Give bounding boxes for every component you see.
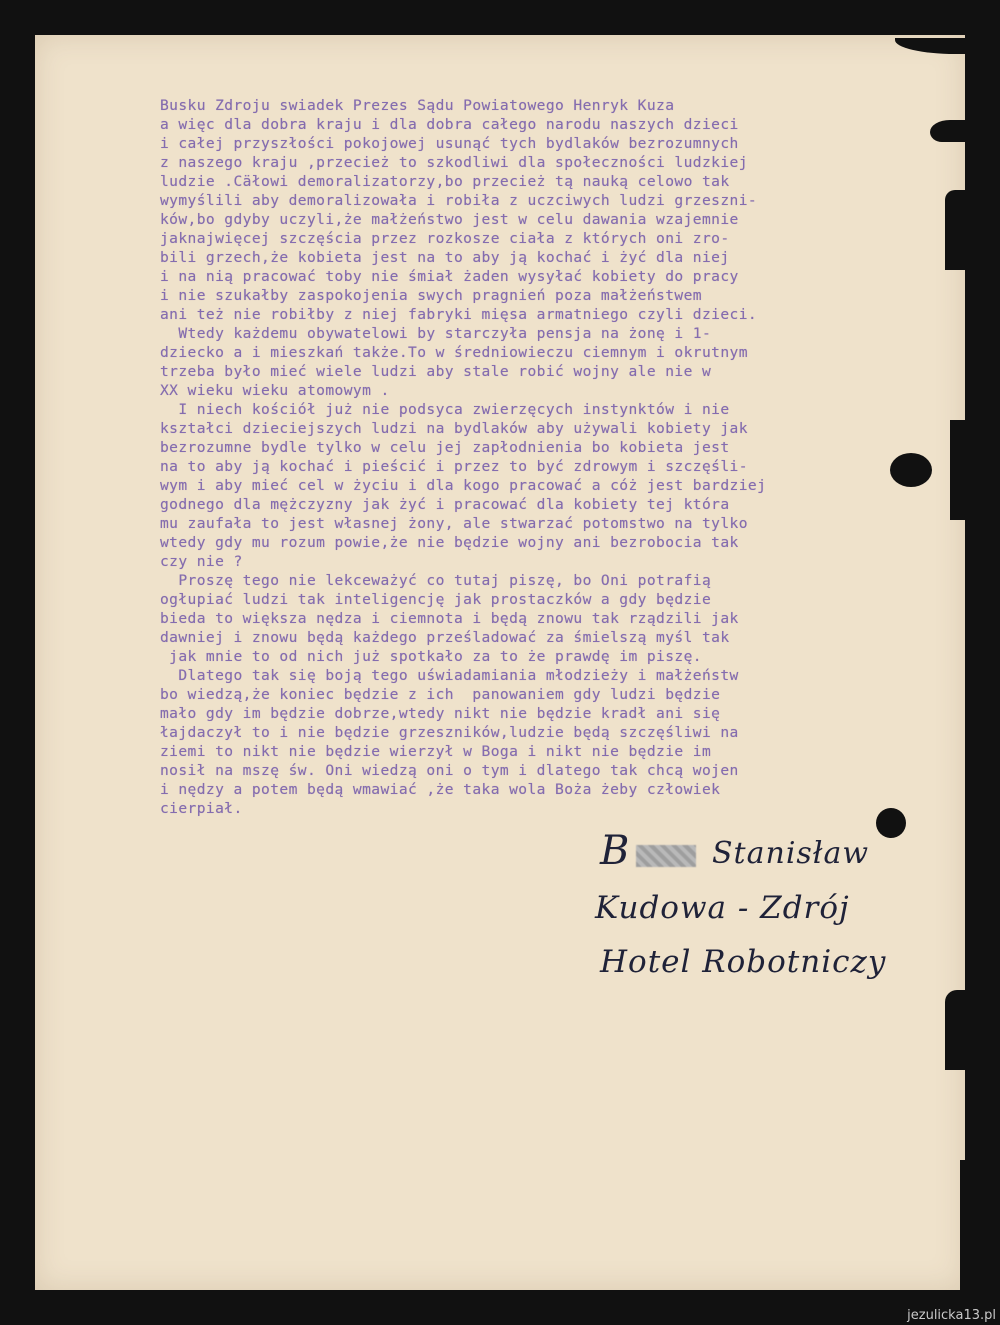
- watermark: jezulicka13.pl: [907, 1308, 996, 1323]
- text-line: i na nią pracować toby nie śmiał żaden wysyłać kobiety do pracy: [160, 268, 739, 285]
- text-line: dziecko a i mieszkań także.To w średniowieczu ciemnym i okrutnym: [160, 344, 748, 361]
- text-line: cierpiał.: [160, 800, 243, 817]
- text-line: XX wieku wieku atomowym .: [160, 382, 390, 399]
- text-line: trzeba było mieć wiele ludzi aby stale robić wojny ale nie w: [160, 363, 712, 380]
- text-line: z naszego kraju ,przecież to szkodliwi dla społeczności ludzkiej: [160, 154, 748, 171]
- torn-edge: [945, 990, 965, 1070]
- torn-edge: [945, 190, 965, 270]
- text-line: Dlatego tak się boją tego uświadamiania młodzieży i małżeństw: [160, 667, 739, 684]
- text-line: łajdaczył to i nie będzie grzeszników,ludzie będą szczęśliwi na: [160, 724, 739, 741]
- text-line: bezrozumne bydle tylko w celu jej zapłodnienia bo kobieta jest: [160, 439, 730, 456]
- text-line: I niech kościół już nie podsyca zwierzęcych instynktów i nie: [160, 401, 730, 418]
- text-line: na to aby ją kochać i pieścić i przez to być zdrowym i szczęśli-: [160, 458, 748, 475]
- torn-edge: [950, 420, 965, 520]
- text-line: ani też nie robiłby z niej fabryki mięsa armatniego czyli dzieci.: [160, 306, 758, 323]
- text-line: mało gdy im będzie dobrze,wtedy nikt nie będzie kradł ani się: [160, 705, 721, 722]
- torn-edge: [960, 1160, 965, 1290]
- text-line: a więc dla dobra kraju i dla dobra całego narodu naszych dzieci: [160, 116, 739, 133]
- text-line: Busku Zdroju swiadek Prezes Sądu Powiatowego Henryk Kuza: [160, 97, 675, 114]
- text-line: ków,bo gdyby uczyli,że małżeństwo jest w celu dawania wzajemnie: [160, 211, 739, 228]
- text-line: godnego dla mężczyzny jak żyć i pracować dla kobiety tej która: [160, 496, 730, 513]
- text-line: dawniej i znowu będą każdego prześladować za śmielszą myśl tak: [160, 629, 730, 646]
- signature-hotel: Hotel Robotniczy: [600, 944, 887, 980]
- text-line: bo wiedzą,że koniec będzie z ich panowaniem gdy ludzi będzie: [160, 686, 721, 703]
- text-line: i nędzy a potem będą wmawiać ,że taka wola Boża żeby człowiek: [160, 781, 721, 798]
- text-line: mu zaufała to jest własnej żony, ale stwarzać potomstwo na tylko: [160, 515, 748, 532]
- typewritten-text: [160, 96, 920, 818]
- torn-edge: [930, 120, 965, 142]
- signature-place: Kudowa - Zdrój: [595, 890, 850, 926]
- text-line: jak mnie to od nich już spotkało za to że prawdę im piszę.: [160, 648, 702, 665]
- text-line: wymyślili aby demoralizowała i robiła z uczciwych ludzi grzeszni-: [160, 192, 758, 209]
- text-line: czy nie ?: [160, 553, 243, 570]
- text-line: jaknajwięcej szczęścia przez rozkosze ciała z których oni zro-: [160, 230, 730, 247]
- text-line: nosił na mszę św. Oni wiedzą oni o tym i dlatego tak chcą wojen: [160, 762, 739, 779]
- redacted-name: [636, 845, 696, 867]
- text-line: ziemi to nikt nie będzie wierzył w Boga i nikt nie będzie im: [160, 743, 712, 760]
- text-line: wtedy gdy mu rozum powie,że nie będzie wojny ani bezrobocia tak: [160, 534, 739, 551]
- text-line: Wtedy każdemu obywatelowi by starczyła pensja na żonę i 1-: [160, 325, 712, 342]
- text-line: wym i aby mieć cel w życiu i dla kogo pracować a cóż jest bardziej: [160, 477, 767, 494]
- text-line: Proszę tego nie lekceważyć co tutaj piszę, bo Oni potrafią: [160, 572, 712, 589]
- signature-name: Stanisław: [712, 836, 870, 871]
- text-line: ludzie .Cäłowi demoralizatorzy,bo przecież tą nauką celowo tak: [160, 173, 730, 190]
- text-line: ogłupiać ludzi tak inteligencję jak prostaczków a gdy będzie: [160, 591, 712, 608]
- text-line: i całej przyszłości pokojowej usunąć tych bydlaków bezrozumnych: [160, 135, 739, 152]
- text-line: bieda to większa nędza i ciemnota i będą znowu tak rządzili jak: [160, 610, 739, 627]
- text-line: i nie szukałby zaspokojenia swych pragnień poza małżeństwem: [160, 287, 702, 304]
- signature-initial: B: [600, 828, 631, 874]
- text-line: kształci dzieciejszych ludzi na bydlaków aby używali kobiety jak: [160, 420, 748, 437]
- text-line: bili grzech,że kobieta jest na to aby ją kochać i żyć dla niej: [160, 249, 730, 266]
